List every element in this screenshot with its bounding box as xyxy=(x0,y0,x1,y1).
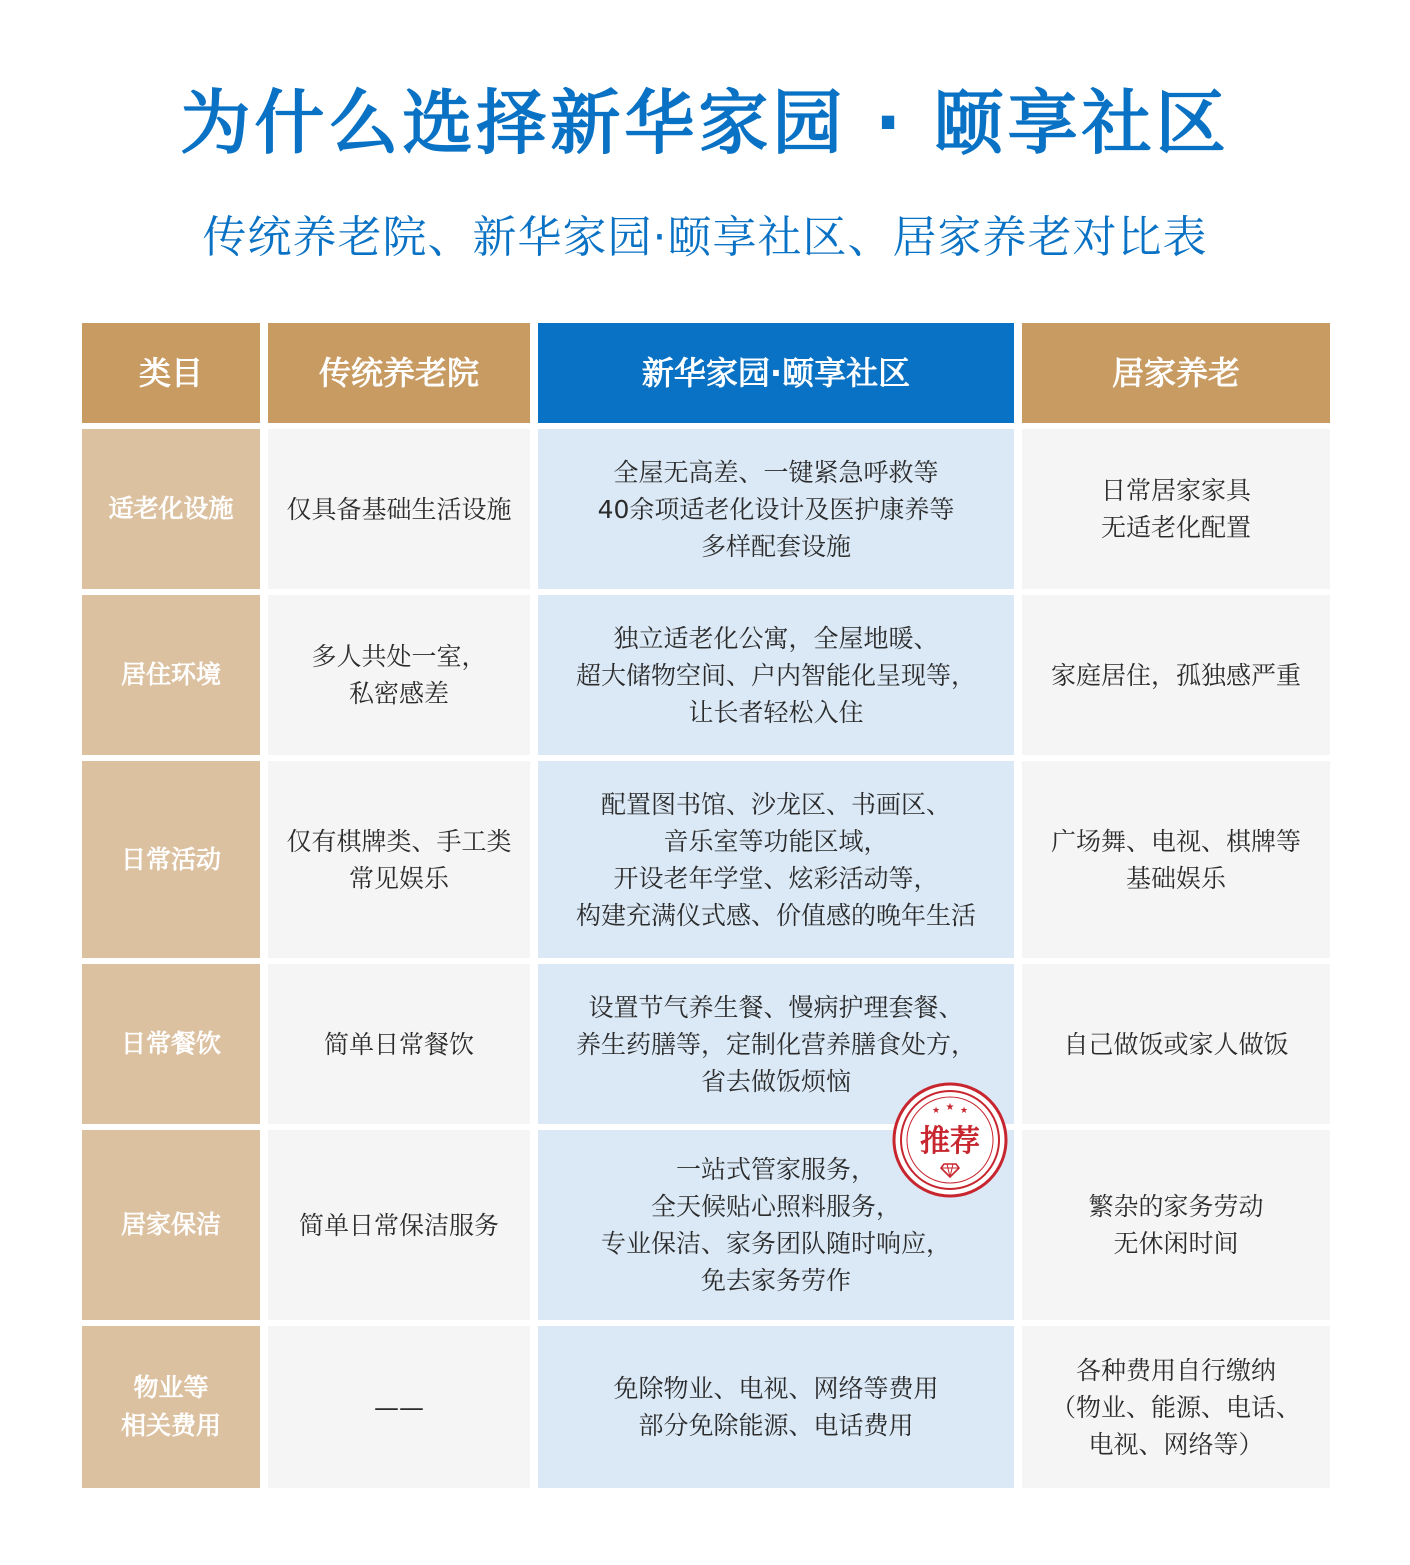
header-home: 居家养老 xyxy=(1022,323,1330,423)
row-traditional: 简单日常保洁服务 xyxy=(268,1130,530,1320)
row-home: 繁杂的家务劳动 无休闲时间 xyxy=(1022,1130,1330,1320)
comparison-table xyxy=(82,323,1330,1488)
header-traditional: 传统养老院 xyxy=(268,323,530,423)
row-home: 广场舞、电视、棋牌等 基础娱乐 xyxy=(1022,761,1330,958)
header-xinhua: 新华家园·颐享社区 xyxy=(538,323,1014,423)
row-traditional: —— xyxy=(268,1326,530,1488)
row-category: 日常活动 xyxy=(82,761,260,958)
svg-text:★: ★ xyxy=(945,1102,955,1113)
row-traditional: 多人共处一室， 私密感差 xyxy=(268,595,530,755)
row-category: 日常餐饮 xyxy=(82,964,260,1124)
svg-text:★: ★ xyxy=(931,1106,941,1116)
row-home: 日常居家家具 无适老化配置 xyxy=(1022,429,1330,589)
row-xinhua: 配置图书馆、沙龙区、书画区、 音乐室等功能区域， 开设老年学堂、炫彩活动等， 构建充满仪式感、价值感的晚年生活 xyxy=(538,761,1014,958)
page-title: 为什么选择新华家园 · 颐享社区 xyxy=(180,82,1230,164)
row-xinhua: 独立适老化公寓，全屋地暖、 超大储物空间、户内智能化呈现等， 让长者轻松入住 xyxy=(538,595,1014,755)
row-traditional: 仅具备基础生活设施 xyxy=(268,429,530,589)
recommend-stamp-icon xyxy=(892,1082,1008,1198)
row-category: 适老化设施 xyxy=(82,429,260,589)
row-xinhua: 设置节气养生餐、慢病护理套餐、 养生药膳等，定制化营养膳食处方， 省去做饭烦恼 xyxy=(538,964,1014,1124)
row-xinhua: 免除物业、电视、网络等费用 部分免除能源、电话费用 xyxy=(538,1326,1014,1488)
svg-text:★: ★ xyxy=(959,1106,969,1116)
row-category: 物业等 相关费用 xyxy=(82,1326,260,1488)
header-category: 类目 xyxy=(82,323,260,423)
row-home: 家庭居住，孤独感严重 xyxy=(1022,595,1330,755)
row-xinhua: 全屋无高差、一键紧急呼救等 40余项适老化设计及医护康养等 多样配套设施 xyxy=(538,429,1014,589)
row-category: 居家保洁 xyxy=(82,1130,260,1320)
row-xinhua: 一站式管家服务， 全天候贴心照料服务， 专业保洁、家务团队随时响应， 免去家务劳作 xyxy=(538,1130,1014,1320)
row-home: 自己做饭或家人做饭 xyxy=(1022,964,1330,1124)
row-home: 各种费用自行缴纳 （物业、能源、电话、 电视、网络等） xyxy=(1022,1326,1330,1488)
stamp-label: 推荐 xyxy=(920,1124,980,1159)
row-category: 居住环境 xyxy=(82,595,260,755)
row-traditional: 简单日常餐饮 xyxy=(268,964,530,1124)
row-traditional: 仅有棋牌类、手工类 常见娱乐 xyxy=(268,761,530,958)
page-subtitle: 传统养老院、新华家园·颐享社区、居家养老对比表 xyxy=(202,212,1208,263)
